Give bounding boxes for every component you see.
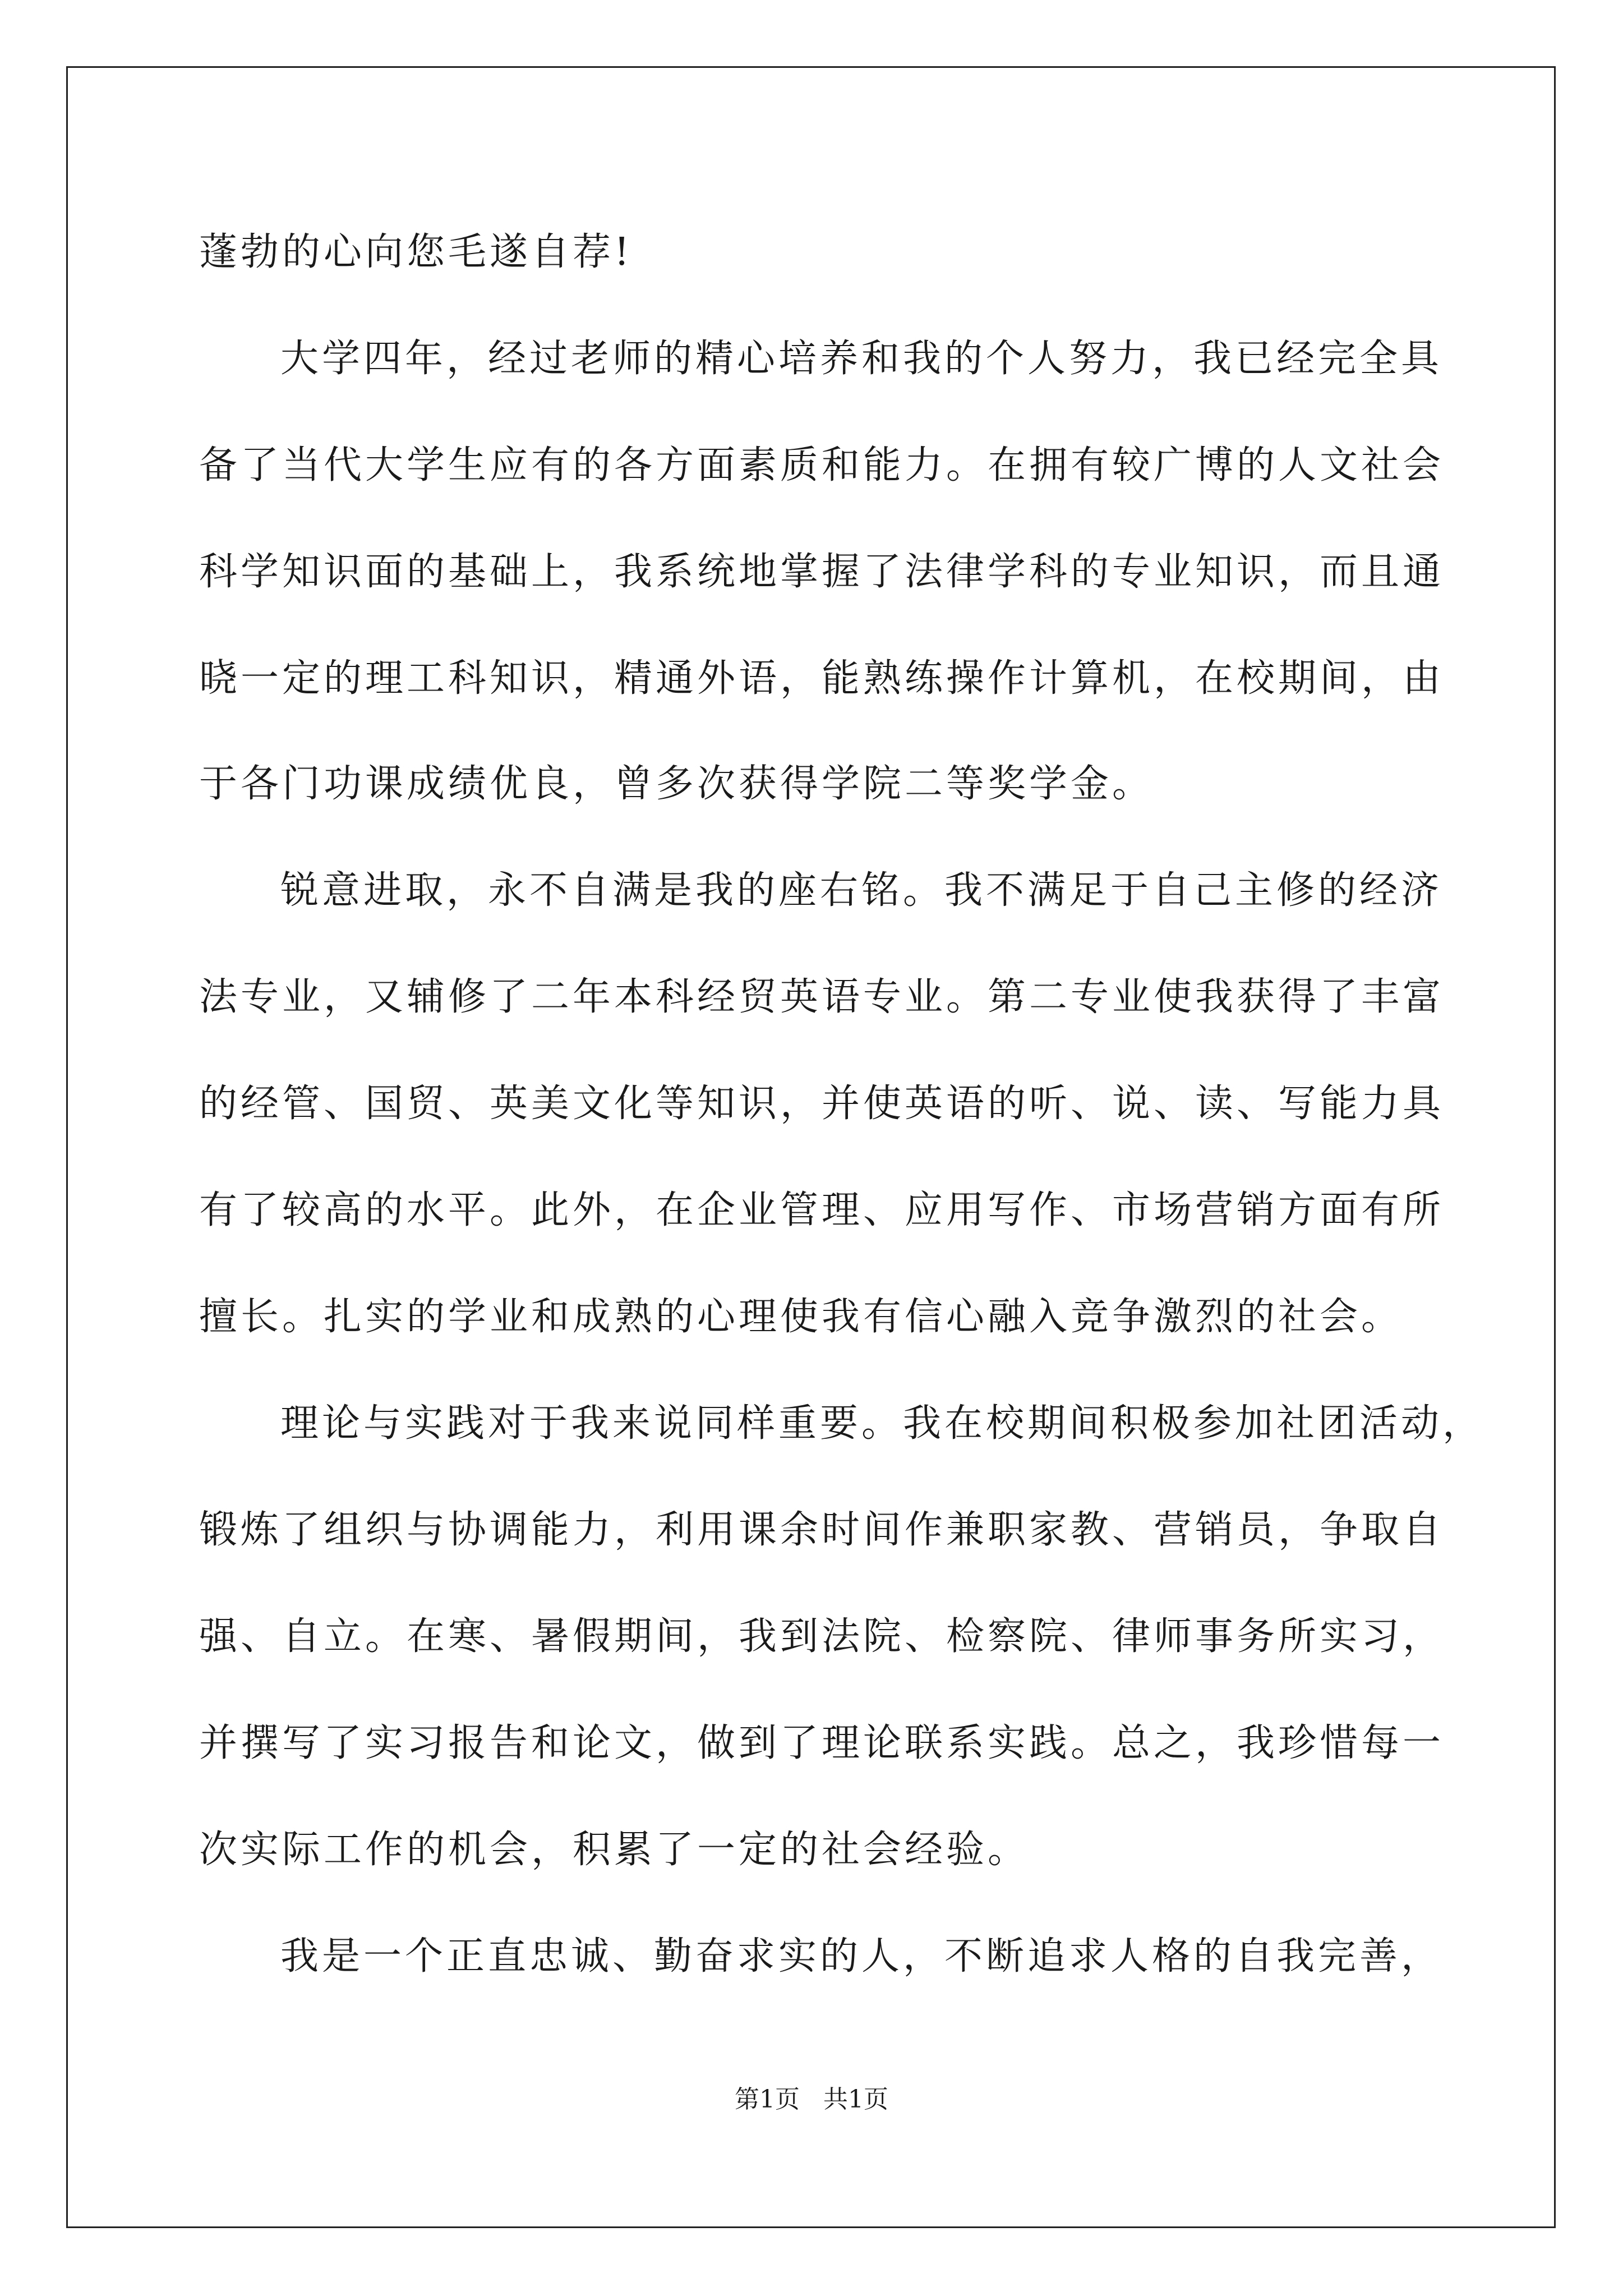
text-line: 锻炼了组织与协调能力，利用课余时间作兼职家教、营销员，争取自 [199,1508,1445,1552]
text-line: 有了较高的水平。此外，在企业管理、应用写作、市场营销方面有所 [199,1188,1445,1232]
text-line: 于各门功课成绩优良，曾多次获得学院二等奖学金。 [199,762,1154,806]
page-border [66,66,1556,2228]
text-line: 蓬勃的心向您毛遂自荐! [199,230,633,274]
text-line: 并撰写了实习报告和论文，做到了理论联系实践。总之，我珍惜每一 [199,1721,1445,1765]
paragraph-first-line: 大学四年，经过老师的精心培养和我的个人努力，我已经完全具 [280,337,1443,381]
paragraph-first-line: 我是一个正直忠诚、勤奋求实的人，不断追求人格的自我完善， [280,1934,1443,1978]
paragraph-first-line: 锐意进取，永不自满是我的座右铭。我不满足于自己主修的经济 [280,868,1443,913]
text-line: 晓一定的理工科知识，精通外语，能熟练操作计算机，在校期间，由 [199,656,1445,701]
text-line: 备了当代大学生应有的各方面素质和能力。在拥有较广博的人文社会 [199,443,1445,487]
text-line: 科学知识面的基础上，我系统地掌握了法律学科的专业知识，而且通 [199,550,1445,594]
text-line: 次实际工作的机会，积累了一定的社会经验。 [199,1828,1030,1872]
text-line: 强、自立。在寒、暑假期间，我到法院、检察院、律师事务所实习， [199,1614,1445,1659]
text-line: 法专业，又辅修了二年本科经贸英语专业。第二专业使我获得了丰富 [199,975,1445,1019]
page-number-footer: 第1页 共1页 [735,2085,888,2114]
text-line: 的经管、国贸、英美文化等知识，并使英语的听、说、读、写能力具 [199,1082,1445,1126]
paragraph-first-line: 理论与实践对于我来说同样重要。我在校期间积极参加社团活动， [280,1401,1484,1446]
text-line: 擅长。扎实的学业和成熟的心理使我有信心融入竞争激烈的社会。 [199,1295,1403,1339]
